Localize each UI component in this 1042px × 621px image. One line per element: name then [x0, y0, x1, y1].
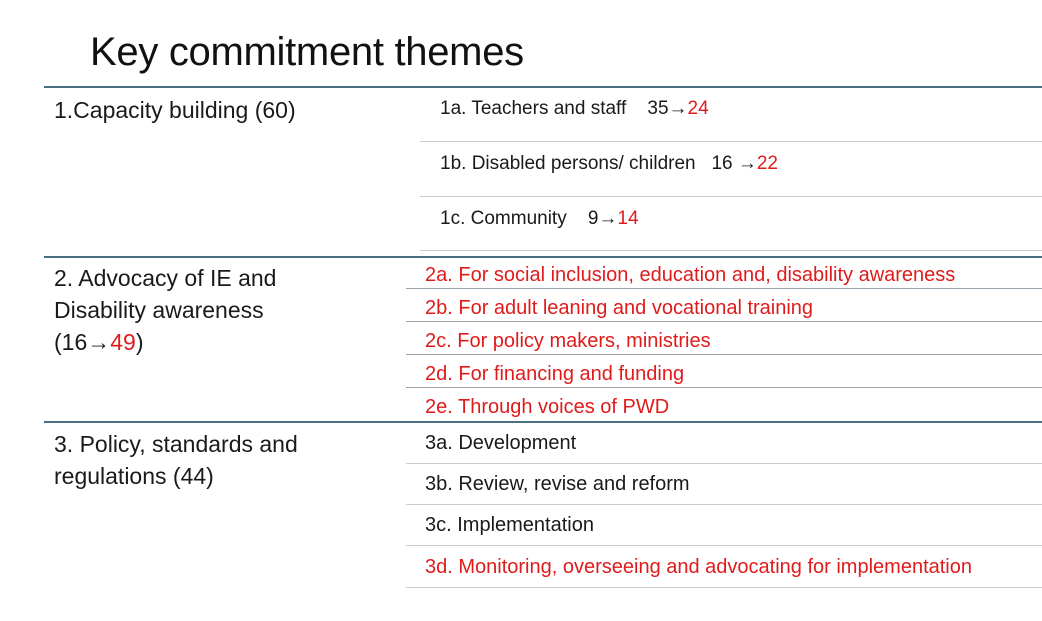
subtheme-2a: 2a. For social inclusion, education and, disability awareness: [425, 264, 956, 286]
subtheme-1c-label: 1c. Community: [440, 208, 567, 229]
subtheme-2b: 2b. For adult leaning and vocational training: [425, 297, 814, 319]
subtheme-3c: 3c. Implementation: [425, 514, 594, 536]
subtheme-1b-from: 16: [711, 153, 733, 174]
theme-2-label-line2: Disability awareness: [54, 297, 264, 323]
subtheme-1b: [440, 151, 778, 177]
row-divider: [420, 196, 1042, 197]
theme-2-count-from: (16: [54, 329, 88, 355]
theme-2-count-close: ): [135, 329, 144, 355]
subtheme-1a-label: 1a. Teachers and staff: [440, 98, 627, 119]
row-divider: [406, 545, 1042, 546]
theme-divider: [44, 256, 1042, 258]
subtheme-1a-to: 24: [687, 98, 709, 119]
theme-2-label-line1: 2. Advocacy of IE and: [54, 265, 277, 291]
row-divider: [406, 387, 1042, 388]
subtheme-1c-from: 9: [587, 208, 599, 229]
arrow-right-icon: →: [598, 208, 618, 229]
theme-divider: [44, 421, 1042, 423]
row-divider: [406, 354, 1042, 355]
table-top-border: [44, 86, 1042, 88]
subtheme-1c: [440, 206, 639, 232]
arrow-right-icon: →: [668, 98, 688, 119]
row-divider: [406, 587, 1042, 588]
row-divider: [406, 288, 1042, 289]
subtheme-2e: 2e. Through voices of PWD: [425, 396, 670, 418]
subtheme-2d: 2d. For financing and funding: [425, 363, 685, 385]
subtheme-1b-to: 22: [756, 153, 778, 174]
theme-3-label-line1: 3. Policy, standards and: [54, 431, 298, 457]
theme-2-label: [54, 262, 276, 358]
row-divider: [420, 250, 1042, 251]
subtheme-3d: 3d. Monitoring, overseeing and advocating for implementation: [425, 556, 972, 578]
theme-3-label-line2: regulations (44): [54, 463, 214, 489]
row-divider: [420, 141, 1042, 142]
theme-1-label: 1.Capacity building (60): [54, 97, 296, 123]
subtheme-3a: 3a. Development: [425, 432, 577, 454]
subtheme-3b: 3b. Review, revise and reform: [425, 473, 690, 495]
arrow-right-icon: →: [737, 153, 757, 174]
subtheme-2c: 2c. For policy makers, ministries: [425, 330, 711, 352]
theme-2-label-line3: [54, 326, 276, 358]
subtheme-1b-label: 1b. Disabled persons/ children: [440, 153, 696, 174]
subtheme-1a-from: 35: [647, 98, 669, 119]
row-divider: [406, 321, 1042, 322]
row-divider: [406, 504, 1042, 505]
theme-2-count-to: 49: [110, 329, 136, 355]
theme-3-label: [54, 428, 298, 492]
row-divider: [406, 463, 1042, 464]
subtheme-1c-to: 14: [617, 208, 639, 229]
slide-title: Key commitment themes: [90, 30, 524, 74]
subtheme-1a: [440, 96, 709, 122]
arrow-right-icon: →: [87, 329, 111, 355]
